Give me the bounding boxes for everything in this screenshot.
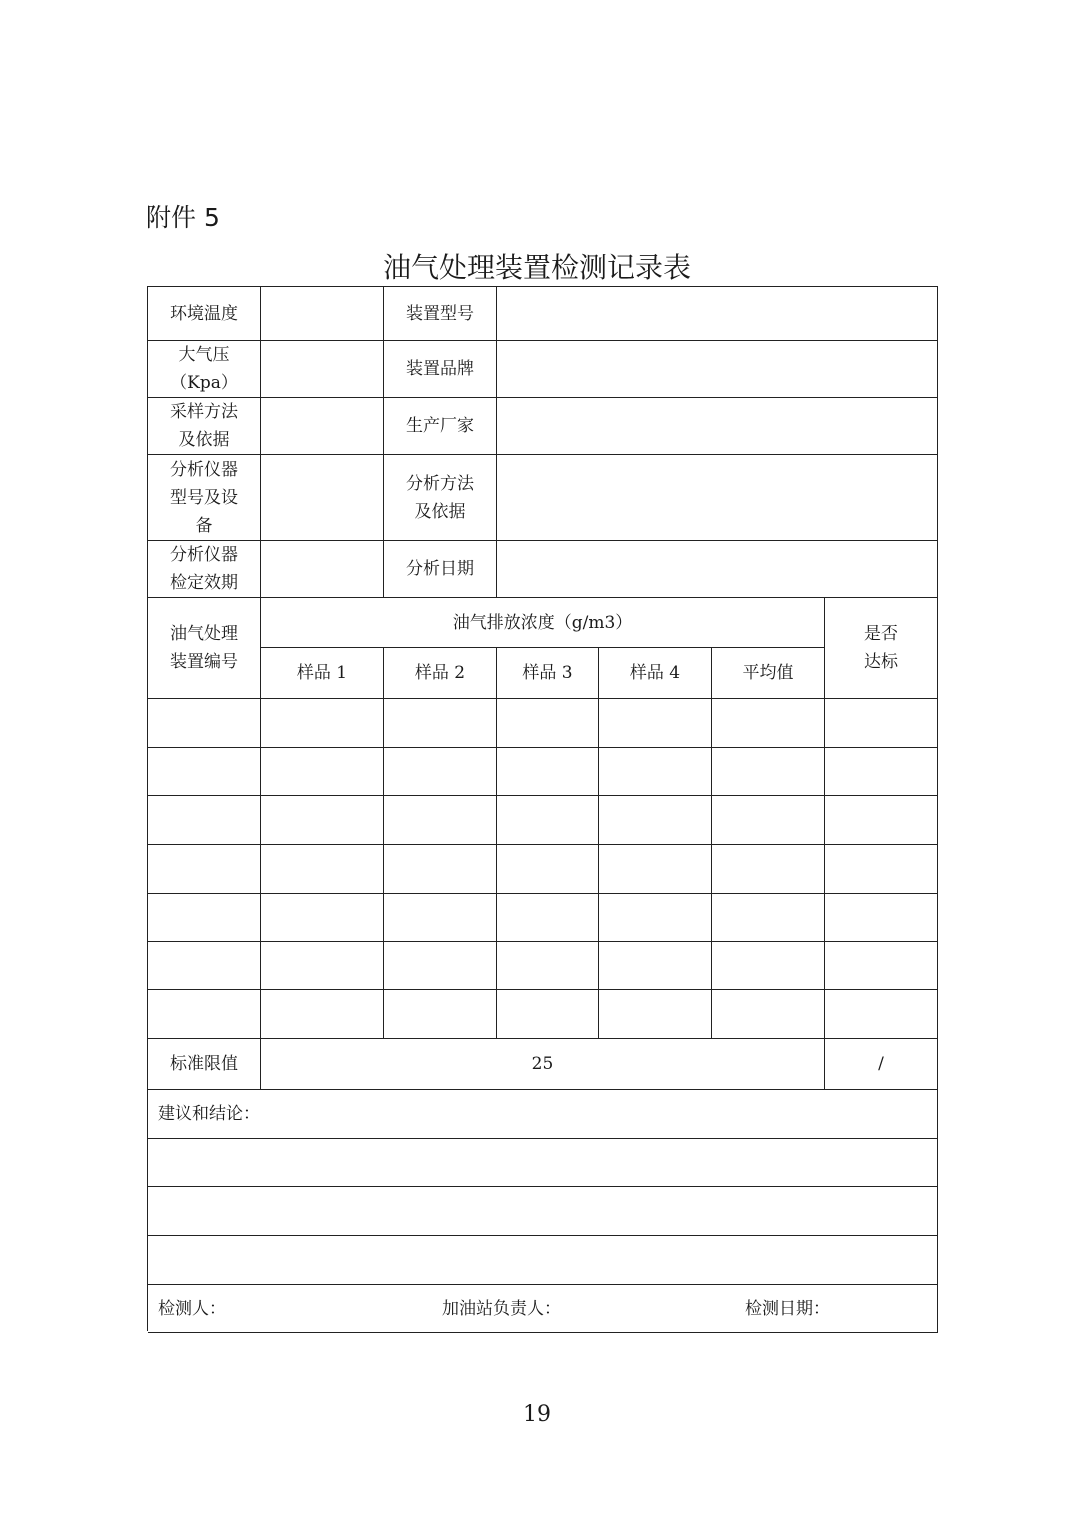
- analyzer-model-value[interactable]: [261, 455, 384, 541]
- table-cell[interactable]: [261, 990, 384, 1039]
- table-cell[interactable]: [497, 990, 599, 1039]
- table-cell[interactable]: [497, 699, 599, 748]
- table-cell[interactable]: [599, 845, 712, 894]
- sample-4-header: 样品 4: [599, 648, 712, 699]
- conclusion-line[interactable]: [148, 1187, 938, 1236]
- table-cell[interactable]: [497, 796, 599, 845]
- table-cell[interactable]: [599, 990, 712, 1039]
- table-cell[interactable]: [148, 942, 261, 990]
- table-cell[interactable]: [712, 894, 825, 942]
- table-cell[interactable]: [825, 796, 938, 845]
- pressure-value[interactable]: [261, 341, 384, 398]
- device-brand-value[interactable]: [497, 341, 938, 398]
- table-cell[interactable]: [825, 748, 938, 796]
- analyzer-calibration-label: 分析仪器 检定效期: [148, 541, 261, 598]
- manufacturer-label: 生产厂家: [384, 398, 497, 455]
- table-cell[interactable]: [825, 990, 938, 1039]
- table-cell[interactable]: [712, 845, 825, 894]
- table-cell[interactable]: [148, 748, 261, 796]
- table-cell[interactable]: [384, 748, 497, 796]
- table-cell[interactable]: [712, 796, 825, 845]
- concentration-header: 油气排放浓度（g/m3）: [261, 598, 825, 648]
- table-cell[interactable]: [599, 748, 712, 796]
- table-cell[interactable]: [825, 845, 938, 894]
- limit-value: 25: [261, 1039, 825, 1090]
- device-no-header: 油气处理 装置编号: [148, 598, 261, 699]
- average-header: 平均值: [712, 648, 825, 699]
- table-cell[interactable]: [148, 699, 261, 748]
- table-cell[interactable]: [148, 796, 261, 845]
- limit-compliant-value: /: [825, 1039, 938, 1090]
- analyzer-model-label: 分析仪器 型号及设 备: [148, 455, 261, 541]
- record-table: [147, 286, 938, 1331]
- analysis-date-label: 分析日期: [384, 541, 497, 598]
- device-model-value[interactable]: [497, 287, 938, 341]
- analyzer-calibration-value[interactable]: [261, 541, 384, 598]
- table-cell[interactable]: [384, 990, 497, 1039]
- device-model-label: 装置型号: [384, 287, 497, 341]
- inspector-label: 检测人：: [158, 1298, 226, 1319]
- attachment-label: 附件 5: [146, 203, 220, 232]
- conclusion-line[interactable]: [148, 1139, 938, 1187]
- table-cell[interactable]: [825, 894, 938, 942]
- table-cell[interactable]: [261, 796, 384, 845]
- page-title: 油气处理装置检测记录表: [382, 251, 691, 284]
- sampling-method-value[interactable]: [261, 398, 384, 455]
- table-cell[interactable]: [825, 942, 938, 990]
- inspection-date-label: 检测日期：: [745, 1298, 830, 1319]
- table-cell[interactable]: [825, 699, 938, 748]
- sampling-method-label: 采样方法 及依据: [148, 398, 261, 455]
- table-cell[interactable]: [148, 845, 261, 894]
- table-cell[interactable]: [384, 796, 497, 845]
- table-cell[interactable]: [599, 796, 712, 845]
- table-cell[interactable]: [261, 845, 384, 894]
- table-cell[interactable]: [384, 894, 497, 942]
- table-cell[interactable]: [599, 894, 712, 942]
- table-cell[interactable]: [384, 845, 497, 894]
- table-cell[interactable]: [712, 699, 825, 748]
- analysis-method-label: 分析方法 及依据: [384, 455, 497, 541]
- sample-1-header: 样品 1: [261, 648, 384, 699]
- compliant-header: 是否 达标: [825, 598, 938, 699]
- table-cell[interactable]: [148, 894, 261, 942]
- table-cell[interactable]: [261, 894, 384, 942]
- table-cell[interactable]: [148, 990, 261, 1039]
- env-temp-value[interactable]: [261, 287, 384, 341]
- table-cell[interactable]: [599, 699, 712, 748]
- table-cell[interactable]: [497, 942, 599, 990]
- device-brand-label: 装置品牌: [384, 341, 497, 398]
- table-cell[interactable]: [712, 942, 825, 990]
- sample-3-header: 样品 3: [497, 648, 599, 699]
- analysis-method-value[interactable]: [497, 455, 938, 541]
- table-cell[interactable]: [599, 942, 712, 990]
- conclusion-line[interactable]: [148, 1236, 938, 1285]
- table-cell[interactable]: [261, 699, 384, 748]
- analysis-date-value[interactable]: [497, 541, 938, 598]
- pressure-label: 大气压 （Kpa）: [148, 341, 261, 398]
- table-cell[interactable]: [261, 748, 384, 796]
- env-temp-label: 环境温度: [148, 287, 261, 341]
- table-cell[interactable]: [712, 748, 825, 796]
- table-cell[interactable]: [384, 942, 497, 990]
- table-cell[interactable]: [261, 942, 384, 990]
- sample-2-header: 样品 2: [384, 648, 497, 699]
- signature-row: [148, 1285, 938, 1333]
- conclusion-label: 建议和结论：: [148, 1090, 938, 1139]
- page-number: 19: [523, 1402, 551, 1427]
- table-cell[interactable]: [497, 845, 599, 894]
- limit-label: 标准限值: [148, 1039, 261, 1090]
- table-cell[interactable]: [497, 748, 599, 796]
- table-cell[interactable]: [497, 894, 599, 942]
- table-cell[interactable]: [384, 699, 497, 748]
- table-cell[interactable]: [712, 990, 825, 1039]
- manufacturer-value[interactable]: [497, 398, 938, 455]
- station-manager-label: 加油站负责人：: [442, 1298, 561, 1319]
